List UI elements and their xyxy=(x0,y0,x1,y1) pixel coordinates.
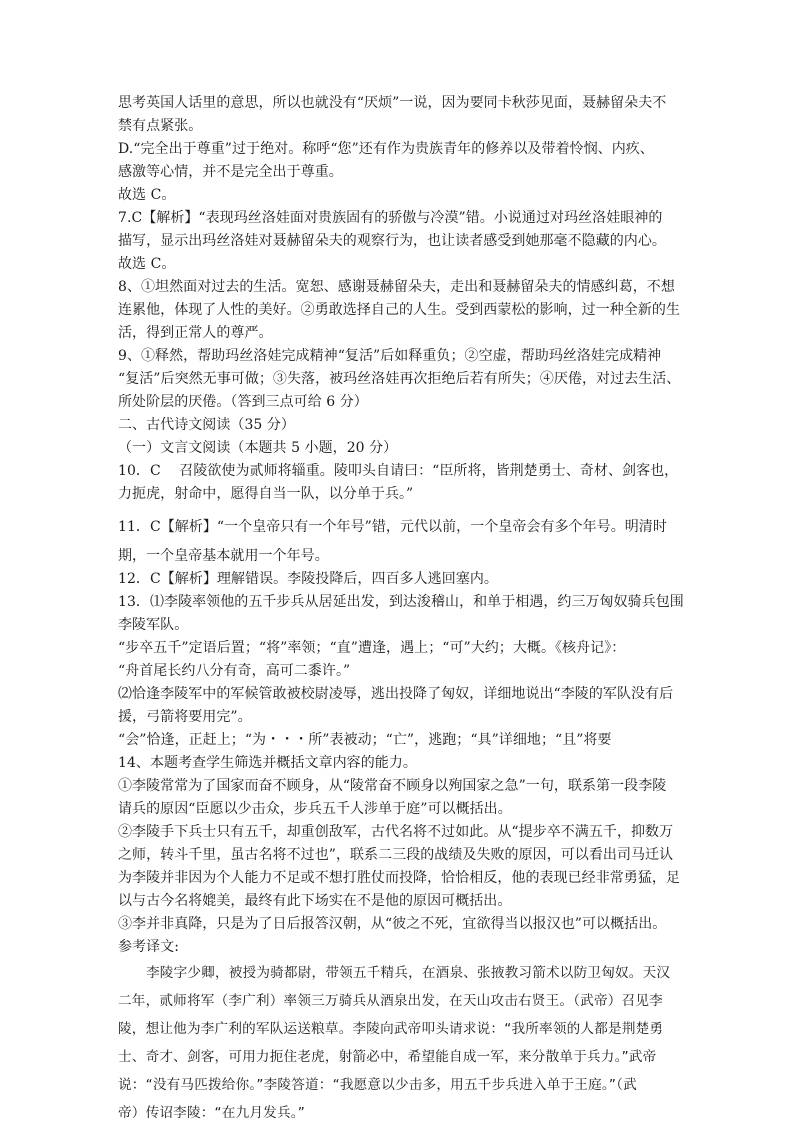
text-line: 思考英国人话里的意思，所以也就没有“厌烦”一说，因为要同卡秋莎见面，聂赫留朵夫不 xyxy=(118,95,667,111)
answer-10: 10．C 召陵欲使为贰师将辎重。陵叩头自请曰：“臣所将，皆荆楚勇士、奇材、剑客也， xyxy=(118,463,679,479)
text-line: 故选 C。 xyxy=(118,256,176,272)
text-line: “舟首尾长约八分有奇，高可二黍许。” xyxy=(118,663,351,679)
answer-12: 12．C【解析】理解错误。李陵投降后，四百多人逃回塞内。 xyxy=(118,571,498,587)
text-line: 力扼虎，射命中，愿得自当一队，以分单于兵。” xyxy=(118,486,414,502)
text-line: 期，一个皇帝基本就用一个年号。 xyxy=(118,548,329,564)
text-line: 请兵的原因“臣愿以少击众，步兵五千人涉单于庭”可以概括出。 xyxy=(118,801,512,817)
answer-key-text xyxy=(118,92,684,1127)
answer-13: 13．⑴李陵率领他的五千步兵从居延出发，到达浚稽山，和单于相遇，约三万匈奴骑兵包围 xyxy=(118,594,684,610)
text-line: 李陵军队。 xyxy=(118,617,189,633)
section-heading: 二、古代诗文阅读（35 分） xyxy=(118,417,295,433)
answer-14: 14、本题考查学生筛选并概括文章内容的能力。 xyxy=(118,755,417,771)
translation-line: 说：“没有马匹拨给你。”李陵答道：“我愿意以少击多，用五千步兵进入单于王庭。”（武 xyxy=(118,1077,637,1093)
subsection-heading: （一）文言文阅读（本题共 5 小题，20 分） xyxy=(118,440,398,456)
text-line: “复活”后突然无事可做；③失落，被玛丝洛娃再次拒绝后若有所失；④厌倦，对过去生活、 xyxy=(118,371,681,387)
answer-8: 8、①坦然面对过去的生活。宽恕、感谢聂赫留朵夫，走出和聂赫留朵夫的情感纠葛，不想 xyxy=(118,279,675,295)
text-line: D.“完全出于尊重”过于绝对。称呼“您”还有作为贵族青年的修养以及带着怜悯、内疚、 xyxy=(118,141,654,157)
text-line: 活，得到正常人的尊严。 xyxy=(118,325,273,341)
translation-line: 帝）传诏李陵：“在九月发兵。” xyxy=(118,1105,306,1121)
text-line: 援，弓箭将要用完”。 xyxy=(118,709,252,725)
answer-7: 7.C【解析】“表现玛丝洛娃面对贵族固有的骄傲与冷漠”错。小说通过对玛丝洛娃眼神的 xyxy=(118,210,663,226)
translation-line: 士、奇才、剑客，可用力扼住老虎，射箭必中，希望能自成一军，来分散单于兵力。”武帝 xyxy=(118,1049,657,1065)
text-line: 描写，显示出玛丝洛娃对聂赫留朵夫的观察行为，也让读者感受到她那毫不隐藏的内心。 xyxy=(118,233,666,249)
answer-9: 9、①释然，帮助玛丝洛娃完成精神“复活”后如释重负；②空虚，帮助玛丝洛娃完成精神 xyxy=(118,348,662,364)
text-line: 为李陵并非因为个人能力不足或不想打胜仗而投降，恰恰相反，他的表现已经非常勇猛，足 xyxy=(118,870,680,886)
text-line: “步卒五千”定语后置；“将”率领；“直”遭逢，遇上；“可”大约；大概。《核舟记》： xyxy=(118,640,626,656)
text-line: 连累他，体现了人性的美好。②勇敢选择自己的人生。受到西蒙松的影响，过一种全新的生 xyxy=(118,302,680,318)
text-line: 感激等心情，并不是完全出于尊重。 xyxy=(118,164,343,180)
text-line: 故选 C。 xyxy=(118,187,176,203)
text-line: 以与古今名将媲美，最终有此下场实在不是他的原因可概括出。 xyxy=(118,893,512,909)
text-line: ②李陵手下兵士只有五千，却重创敌军，古代名将不过如此。从“提步卒不满五千，抑数万 xyxy=(118,824,674,840)
text-line: ③李并非真降，只是为了日后报答汉朝，从“彼之不死，宜欲得当以报汉也”可以概括出。 xyxy=(118,916,667,932)
translation-heading: 参考译文: xyxy=(118,939,179,955)
answer-11: 11．C【解析】“一个皇帝只有一个年号”错，元代以前，一个皇帝会有多个年号。明清时 xyxy=(118,519,667,535)
translation-line: 李陵字少卿，被授为骑都尉，带领五千精兵，在酒泉、张掖教习箭术以防卫匈奴。天汉 xyxy=(146,965,671,981)
text-line: 禁有点紧张。 xyxy=(118,118,203,134)
text-line: “会”恰逢，正赶上；“为・・・所”表被动；“亡”，逃跑；“具”详细地；“且”将要 xyxy=(118,732,612,748)
text-line: 所处阶层的厌倦。（答到三点可给 6 分） xyxy=(118,394,368,410)
text-line: ⑵恰逢李陵军中的军候管敢被校尉凌辱，逃出投降了匈奴，详细地说出“李陵的军队没有后 xyxy=(118,686,674,702)
text-line: 之师，转斗千里，虽古名将不过也”，联系二三段的战绩及失败的原因，可以看出司马迁认 xyxy=(118,847,674,863)
text-line: ①李陵常常为了国家而奋不顾身，从“陵常奋不顾身以殉国家之急”一句，联系第一段李陵 xyxy=(118,778,667,794)
translation-line: 二年，贰师将军（李广利）率领三万骑兵从酒泉出发，在天山攻击右贤王。（武帝）召见李 xyxy=(118,993,663,1009)
translation-line: 陵，想让他为李广利的军队运送粮草。李陵向武帝叩头请求说：“我所率领的人都是荆楚勇 xyxy=(118,1021,664,1037)
